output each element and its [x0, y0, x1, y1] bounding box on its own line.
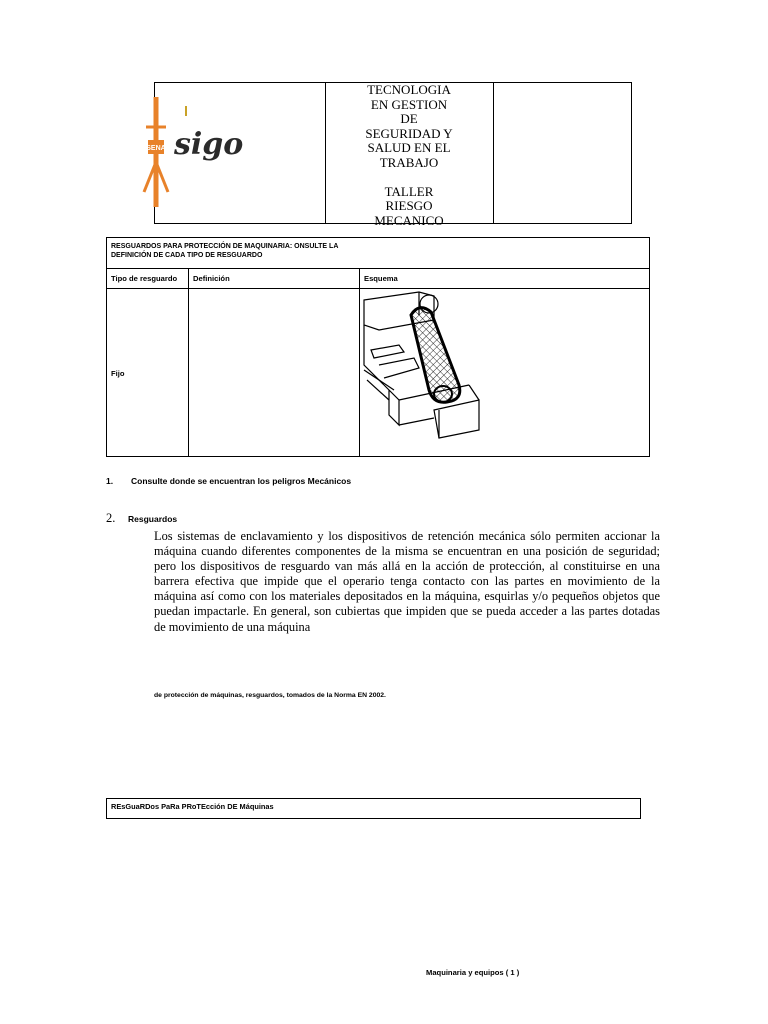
caption-line: RESGUARDOS PARA PROTECCIÓN DE MAQUINARIA: ONSULTE LA [111, 243, 339, 250]
title-line: EN GESTION [370, 96, 448, 112]
title-line: TECNOLOGIA [367, 82, 451, 97]
section-1-number: 1. [106, 476, 114, 486]
resguardos-paragraph: Los sistemas de enclavamiento y los dispositivos de retención mecánica sólo permiten accionar la máquina cuando diferentes componentes de la misma se encuentran en una posición de seguridad; pero los dispositivos de resguardo van más allá en la acción de protección, al constituirse en una barrera efectiva que impide que el operario tenga contacto con las partes en movimiento de la máquina así como con los materiales depositados en la máquina, esquirlas y/o pequeños objetos que puedan impactarle. En general, son cubiertas que impiden que se pueda acceder a las partes dotadas de movimiento de una máquina [154, 529, 660, 634]
col-header-definicion: Definición [193, 274, 230, 283]
header-title-cell [325, 82, 494, 228]
title-line: DE [400, 111, 418, 127]
section-1-text: Consulte donde se encuentran los peligros Mecánicos [131, 476, 352, 486]
page-footer: Maquinaria y equipos ( 1 ) [426, 968, 520, 977]
row-type-fijo: Fijo [111, 369, 125, 378]
sena-sigo-logo [116, 92, 244, 212]
norma-note: de protección de máquinas, resguardos, tomados de la Norma EN 2002. [154, 692, 386, 699]
col-header-tipo: Tipo de resguardo [111, 274, 178, 283]
col-header-esquema: Esquema [364, 274, 398, 283]
sena-figure-icon [144, 97, 168, 207]
fixed-guard-schematic-icon [359, 290, 489, 450]
logo-right-text: sigo [174, 127, 244, 162]
resguardos-box-label: REsGuaRDos PaRa PRoTEcción DE Máquinas [106, 798, 641, 819]
caption-line: DEFINICIÓN DE CADA TIPO DE RESGUARDO [111, 252, 263, 259]
title-line: SEGURIDAD Y [365, 125, 453, 141]
column-divider [188, 269, 189, 457]
section-2-number: 2. [106, 511, 116, 525]
title-line: TRABAJO [379, 154, 439, 170]
table-caption [107, 238, 649, 269]
subtitle-line: RIESGO [385, 198, 433, 214]
section-2-heading: Resguardos [128, 514, 178, 524]
subtitle-line: TALLER [384, 183, 434, 199]
title-line: SALUD EN EL [367, 140, 451, 156]
logo-left-text: SENA [146, 145, 166, 152]
subtitle-line: MECANICO [374, 212, 444, 228]
resguardos-table [106, 237, 650, 457]
